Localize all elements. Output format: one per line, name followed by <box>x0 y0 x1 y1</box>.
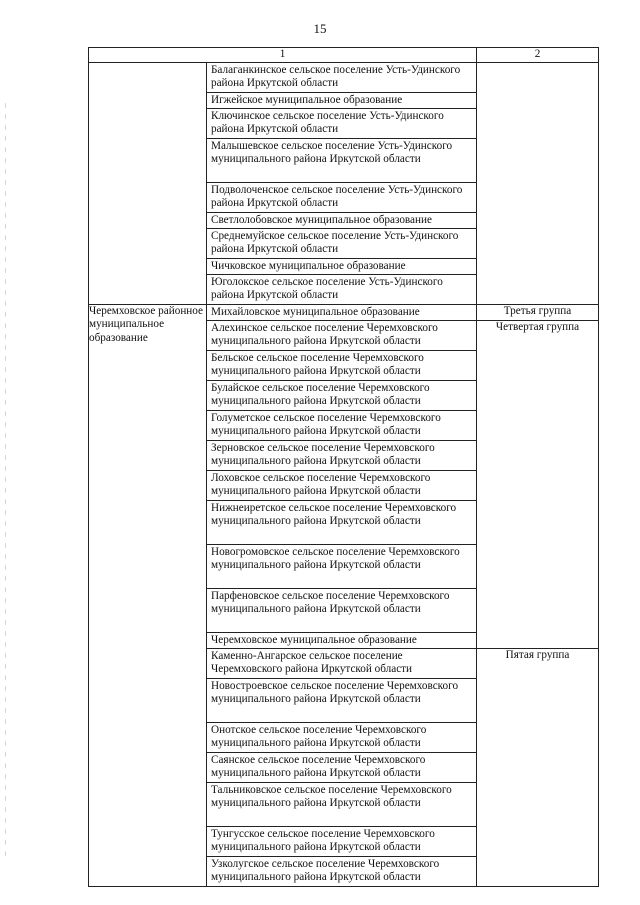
settlement-list <box>207 321 476 648</box>
settlement-item: Булайское сельское поселение Черемховского муниципального района Иркутской области <box>207 381 476 411</box>
settlement-item: Парфеновское сельское поселение Черемховского муниципального района Иркутской области <box>207 589 476 633</box>
settlement-item: Голуметское сельское поселение Черемховского муниципального района Иркутской области <box>207 411 476 441</box>
column-header-1: 1 <box>89 48 477 63</box>
settlement-item: Новостроевское сельское поселение Черемховского муниципального района Иркутской области <box>207 679 476 723</box>
table-header-row <box>89 48 599 63</box>
group-fifth: Пятая группа <box>477 649 599 887</box>
settlement-item: Юголокское сельское поселение Усть-Удинского района Иркутской области <box>211 276 443 302</box>
settlement-item: Зерновское сельское поселение Черемховского муниципального района Иркутской области <box>207 441 476 471</box>
settlement-item: Нижнеиретское сельское поселение Черемховского муниципального района Иркутской области <box>207 501 476 545</box>
settlement-item: Каменно-Ангарское сельское поселение Черемховского района Иркутской области <box>207 649 476 679</box>
settlement-item: Балаганкинское сельское поселение Усть-Удинского района Иркутской области <box>207 63 476 93</box>
column-header-2: 2 <box>477 48 599 63</box>
scan-margin-artifact <box>4 100 7 860</box>
settlement-list-cell <box>207 649 477 887</box>
group-fourth: Четвертая группа <box>477 321 599 649</box>
settlement-item: Михайловское муниципальное образование <box>207 305 477 321</box>
settlement-list-cell <box>207 63 477 305</box>
settlement-item: Малышевское сельское поселение Усть-Удинского муниципального района Иркутской области <box>207 139 476 183</box>
settlement-item: Светлолобовское муниципальное образование <box>207 213 476 229</box>
table-row <box>89 305 599 321</box>
group-third: Третья группа <box>477 305 599 321</box>
settlement-item: Игжейское муниципальное образование <box>207 93 476 109</box>
settlement-item: Узколугское сельское поселение Черемховского муниципального района Иркутской области <box>211 858 440 884</box>
settlement-item: Алехинское сельское поселение Черемховского муниципального района Иркутской области <box>207 321 476 351</box>
settlement-item: Бельское сельское поселение Черемховского муниципального района Иркутской области <box>207 351 476 381</box>
settlement-item: Ключинское сельское поселение Усть-Удинского района Иркутской области <box>207 109 476 139</box>
settlement-item: Подволоченское сельское поселение Усть-Удинского района Иркутской области <box>207 183 476 213</box>
settlement-groups-table <box>88 47 599 887</box>
district-cell-empty <box>89 63 207 305</box>
settlement-item: Среднемуйское сельское поселение Усть-Удинского района Иркутской области <box>207 229 476 259</box>
settlement-list-cell <box>207 321 477 649</box>
settlement-list <box>207 63 476 304</box>
group-cell-empty <box>477 63 599 305</box>
district-name: Черемховское районное муниципальное образование <box>89 305 207 887</box>
settlement-item: Чичковское муниципальное образование <box>207 259 476 275</box>
page-number: 15 <box>313 21 327 36</box>
settlement-item: Тунгусское сельское поселение Черемховского муниципального района Иркутской области <box>207 827 476 857</box>
settlement-item: Саянское сельское поселение Черемховского муниципального района Иркутской области <box>207 753 476 783</box>
settlement-list <box>207 649 476 886</box>
settlement-item: Тальниковское сельское поселение Черемховского муниципального района Иркутской области <box>207 783 476 827</box>
table-row <box>89 63 599 305</box>
settlement-item: Лоховское сельское поселение Черемховского муниципального района Иркутской области <box>207 471 476 501</box>
settlement-item: Черемховское муниципальное образование <box>211 634 417 646</box>
settlement-item: Онотское сельское поселение Черемховского муниципального района Иркутской области <box>207 723 476 753</box>
settlement-item: Новогромовское сельское поселение Черемховского муниципального района Иркутской области <box>207 545 476 589</box>
